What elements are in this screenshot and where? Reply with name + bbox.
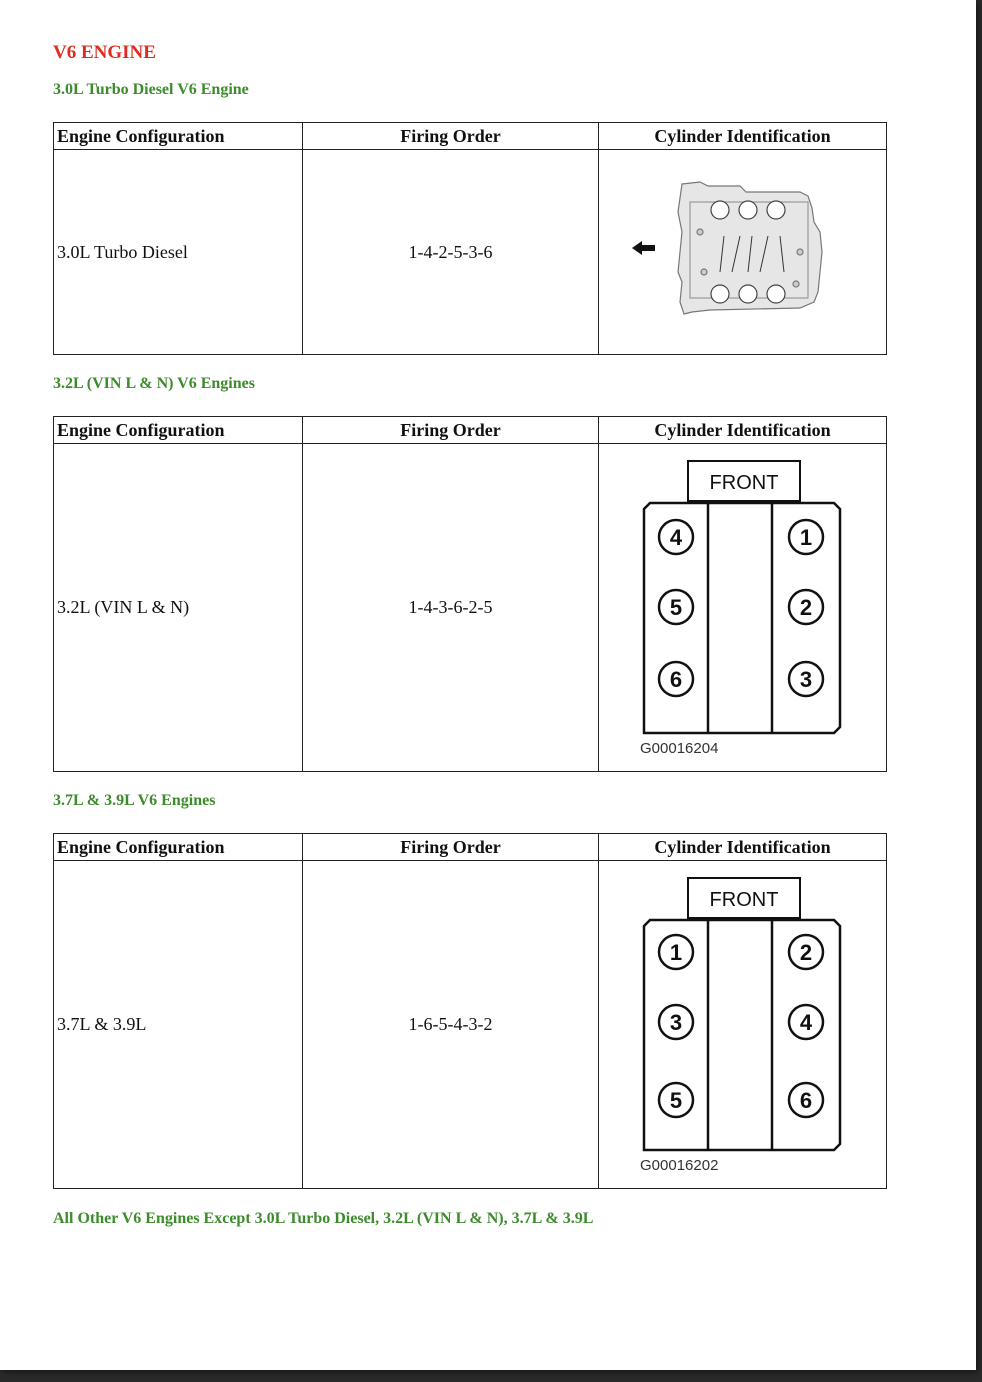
diagram-code: G00016204: [639, 739, 718, 757]
firing-order-cell: 1-6-5-4-3-2: [303, 861, 599, 1189]
cylinder-label: 4: [799, 1009, 812, 1035]
firing-order-cell: 1-4-2-5-3-6: [303, 150, 599, 355]
cylinder-label: 3: [669, 1009, 682, 1035]
table-3-7l: [53, 833, 887, 1189]
cylinder-label: 2: [799, 594, 812, 620]
cylinder-label: 1: [799, 524, 812, 550]
footer-section-title: All Other V6 Engines Except 3.0L Turbo Diesel, 3.2L (VIN L & N), 3.7L & 3.9L: [53, 1210, 594, 1227]
cylinder-layout-diagram: [600, 445, 886, 771]
engine-configuration-cell: 3.0L Turbo Diesel: [54, 150, 303, 355]
cylinder-id-cell: [599, 150, 887, 355]
engine-configuration-cell: 3.2L (VIN L & N): [54, 444, 303, 772]
front-label: FRONT: [709, 888, 778, 911]
header-cylinder-identification: Cylinder Identification: [599, 834, 887, 861]
cylinder-label: 6: [799, 1087, 812, 1113]
section-title-3-0l: 3.0L Turbo Diesel V6 Engine: [53, 81, 249, 98]
diagram-code: G00016202: [639, 1156, 718, 1174]
engine-configuration-cell: 3.7L & 3.9L: [54, 861, 303, 1189]
cylinder-layout-diagram: [600, 862, 886, 1188]
header-cylinder-identification: Cylinder Identification: [599, 417, 887, 444]
cylinder-label: 5: [669, 1087, 682, 1113]
engine-block-icon: [678, 182, 822, 314]
cylinder-label: 3: [799, 666, 812, 692]
front-label: FRONT: [709, 471, 778, 494]
cylinder-label: 6: [669, 666, 682, 692]
front-arrow-icon: [632, 241, 655, 255]
cylinder-id-cell: [599, 861, 887, 1189]
engine-block-diagram: [600, 152, 886, 352]
cylinder-label: 4: [669, 524, 682, 550]
header-firing-order: Firing Order: [303, 417, 599, 444]
page-title: V6 ENGINE: [53, 42, 156, 63]
section-title-3-2l: 3.2L (VIN L & N) V6 Engines: [53, 375, 255, 392]
table-3-2l: [53, 416, 887, 772]
header-engine-configuration: Engine Configuration: [54, 123, 303, 150]
section-title-3-7l: 3.7L & 3.9L V6 Engines: [53, 792, 216, 809]
header-firing-order: Firing Order: [303, 123, 599, 150]
cylinder-label: 5: [669, 594, 682, 620]
cylinder-id-cell: [599, 444, 887, 772]
header-engine-configuration: Engine Configuration: [54, 417, 303, 444]
cylinder-label: 1: [669, 939, 682, 965]
header-firing-order: Firing Order: [303, 834, 599, 861]
table-3-0l: [53, 122, 887, 355]
cylinder-label: 2: [799, 939, 812, 965]
header-cylinder-identification: Cylinder Identification: [599, 123, 887, 150]
firing-order-cell: 1-4-3-6-2-5: [303, 444, 599, 772]
header-engine-configuration: Engine Configuration: [54, 834, 303, 861]
